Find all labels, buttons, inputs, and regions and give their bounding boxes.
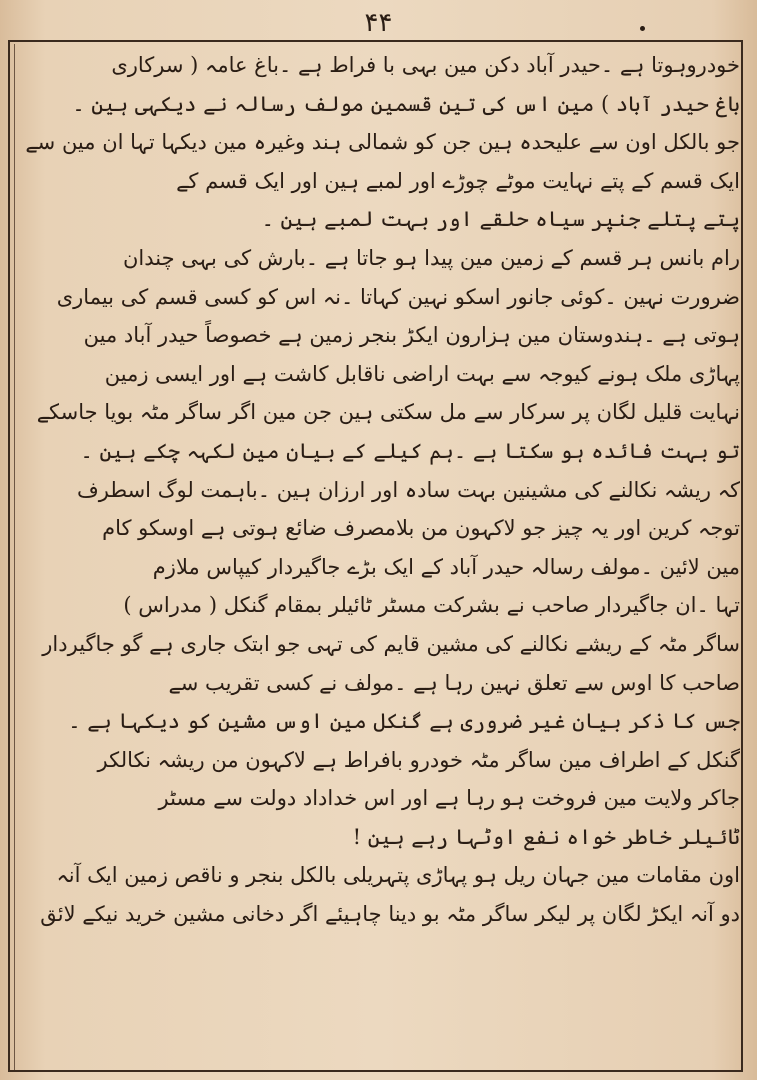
text-line: تو بہت فائدہ ہو سکتا ہے ۔ہم کیلے کے بیان مین لکہہ چکے ہین ۔ [80, 438, 740, 463]
text-line: ایک قسم کے پتے نہایت موٹے چوڑے اور لمبے ہین اور ایک قسم کے [176, 168, 740, 193]
text-line: تہا ۔ان جاگیردار صاحب نے بشرکت مسٹر ٹائیلر بمقام گنکل ( مدراس ) [123, 593, 740, 618]
text-line: دو آنہ ایکڑ لگان پر لیکر ساگر مٹہ بو دینا چاہیئے اگر دخانی مشین خرید نیکے لائق [40, 902, 740, 927]
page-number: ۴۴ [364, 8, 393, 38]
text-line: ٹائیلر خاطر خواہ نفع اوٹہا رہے ہین ! [352, 824, 740, 849]
text-line: اون مقامات مین جہان ریل ہو پہاڑی پتہریلی بالکل بنجر و ناقص زمین ایک آنہ [56, 863, 740, 888]
text-line: جاکر ولایت مین فروخت ہو رہا ہے اور اس خداداد دولت سے مسٹر [158, 786, 740, 811]
text-line: جس کا ذکر بیان غیر ضروری ہے گنکل مین اوس مشین کو دیکہا ہے ۔ [68, 709, 740, 734]
text-line: کہ ریشہ نکالنے کی مشینین بہت سادہ اور ارزان ہین ۔باہمت لوگ اسطرف [77, 477, 740, 502]
text-line: صاحب کا اوس سے تعلق نہین رہا ہے ۔مولف نے کسی تقریب سے [168, 670, 740, 695]
text-line: پتے پتلے جنپر سیاہ حلقے اور بہت لمبے ہین ۔ [261, 207, 740, 232]
text-line: نہایت قلیل لگان پر سرکار سے مل سکتی ہین جن مین اگر ساگر مٹہ بویا جاسکے [36, 400, 740, 425]
text-line: مین لائین ۔مولف رسالہ حیدر آباد کے ایک بڑے جاگیردار کیپاس ملازم [152, 554, 740, 579]
text-line: ضرورت نہین ۔کوئی جانور اسکو نہین کہاتا ۔نہ اس کو کسی قسم کی بیماری [56, 284, 740, 309]
text-line: گنکل کے اطراف مین ساگر مٹہ خودرو بافراط ہے لاکہون من ریشہ نکالکر [97, 747, 740, 772]
text-line: پہاڑی ملک ہونے کیوجہ سے بہت اراضی ناقابل کاشت ہے اور ایسی زمین [104, 361, 740, 386]
text-line: ساگر مٹہ کے ریشے نکالنے کی مشین قایم کی تہی جو ابتک جاری ہے گو جاگیردار [42, 631, 740, 656]
body-text [20, 46, 740, 934]
ink-dot [640, 26, 645, 31]
text-line: توجہ کرین اور یہ چیز جو لاکہون من بلامصرف ضائع ہوتی ہے اوسکو کام [102, 516, 740, 541]
text-line: ہوتی ہے ۔ہندوستان مین ہزارون ایکڑ بنجر زمین ہے خصوصاً حیدر آباد مین [83, 323, 740, 348]
text-line: باغ حیدر آباد ) مین اس کی تین قسمین مولف رسالہ نے دیکہی ہین ۔ [72, 91, 740, 116]
text-line: رام بانس ہر قسم کے زمین مین پیدا ہو جاتا ہے ۔بارش کی بہی چندان [122, 245, 740, 270]
text-line: جو بالکل اون سے علیحدہ ہین جن کو شمالی ہند وغیرہ مین دیکہا تہا ان مین سے [25, 130, 740, 155]
text-line: خودروہوتا ہے ۔حیدر آباد دکن مین بہی با فراط ہے ۔باغ عامہ ( سرکاری [111, 53, 740, 77]
